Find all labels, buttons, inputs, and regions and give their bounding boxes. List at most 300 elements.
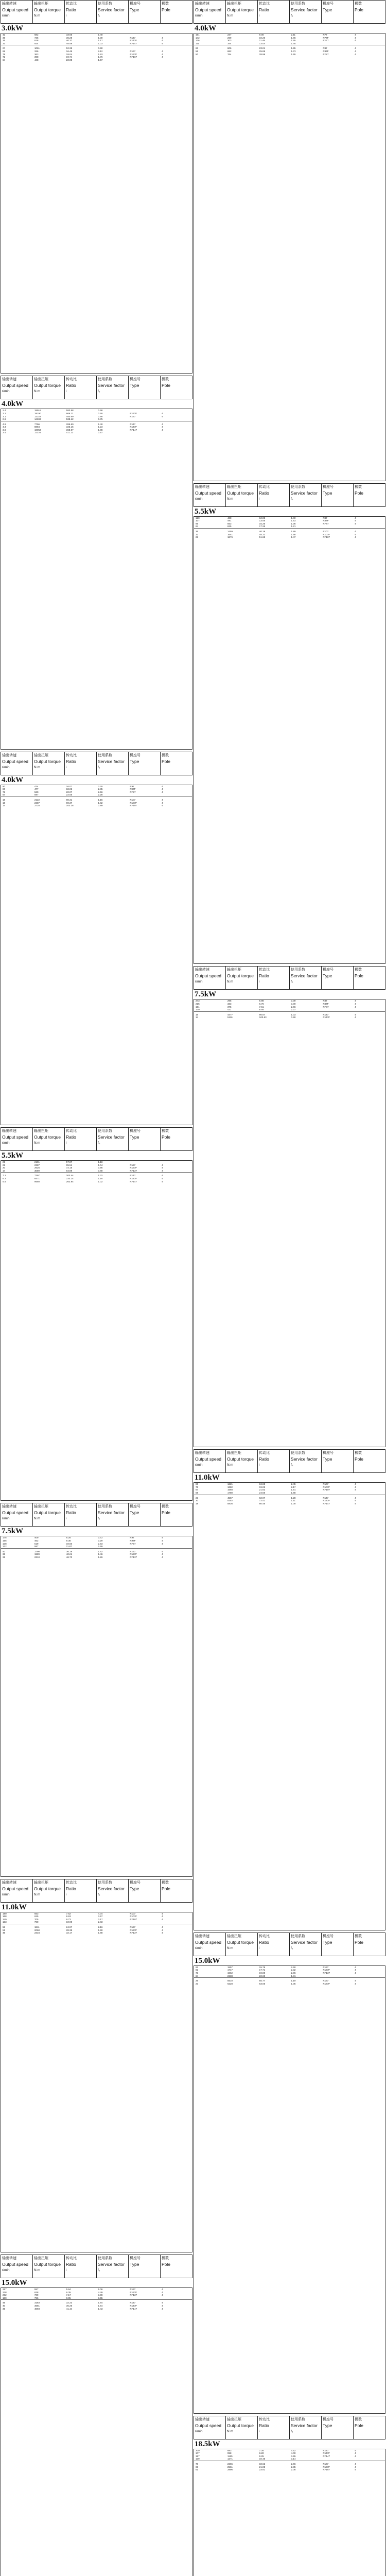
table-cell: 4 xyxy=(162,39,163,42)
table-header xyxy=(194,0,385,24)
table-cell: 1.89 xyxy=(291,530,296,533)
header-cell xyxy=(129,1503,161,1526)
table-cell: 120 xyxy=(196,516,200,519)
table-cell: 326 xyxy=(34,49,39,53)
spec-table xyxy=(1,785,192,1125)
table-cell: RF87 xyxy=(323,53,329,56)
table-cell: 2.93 xyxy=(98,1542,103,1545)
table-cell: 175 xyxy=(3,1536,7,1539)
power-rating-block xyxy=(194,2416,385,2576)
table-cell: 0.68 xyxy=(98,409,103,412)
header-cell xyxy=(129,376,161,399)
table-cell: 438 xyxy=(227,516,232,519)
header-cell-unit: i xyxy=(259,980,260,984)
table-cell: 1.17 xyxy=(98,39,103,42)
table-cell: 92 xyxy=(196,1965,199,1969)
header-cell-unit: r/min xyxy=(2,389,10,394)
header-cell-unit: r/min xyxy=(2,1141,10,1145)
table-cell: 64 xyxy=(3,793,6,796)
header-cell xyxy=(194,484,226,506)
header-cell-unit: i xyxy=(259,1463,260,1467)
table-cell: R137F xyxy=(130,1553,137,1556)
header-cell xyxy=(258,1933,290,1956)
header-cell-chinese: 机座号 xyxy=(130,1129,141,1133)
table-cell: 3581 xyxy=(34,2304,40,2307)
table-cell: 20 xyxy=(196,1499,199,1502)
header-cell xyxy=(129,1128,161,1150)
header-cell xyxy=(1,1503,33,1526)
table-cell: 2238 xyxy=(227,1974,233,1977)
table-cell: 73 xyxy=(196,1972,199,1975)
header-cell xyxy=(226,1,258,23)
header-cell-english: Output speed xyxy=(195,973,222,979)
table-cell: 20 xyxy=(3,1166,6,1170)
table-cell: 625 xyxy=(34,1915,39,1918)
header-cell-chinese: 传动比 xyxy=(66,1129,77,1133)
table-cell: 1.62 xyxy=(98,1550,103,1553)
table-cell: 36 xyxy=(3,1553,6,1556)
table-cell: 4 xyxy=(162,788,163,791)
table-cell xyxy=(321,1005,353,1011)
table-row xyxy=(194,1975,385,1978)
header-cell-chinese: 输出转速 xyxy=(195,2,209,6)
table-cell: 4 xyxy=(355,1969,356,1972)
header-cell-english: Service factor xyxy=(98,1134,125,1140)
table-cell: R87F xyxy=(323,1003,329,1006)
table-cell: 1.15 xyxy=(98,799,103,802)
header-cell xyxy=(65,2255,97,2278)
table-cell: 1.03 xyxy=(291,1013,296,1016)
table-cell: 4 xyxy=(162,42,163,45)
table-cell: 448 xyxy=(34,58,39,61)
header-cell-unit: i xyxy=(259,2429,260,2433)
header-cell-chinese: 输出扭矩 xyxy=(227,485,241,489)
table-cell: 16.85 xyxy=(259,1483,266,1486)
header-cell-unit: N.m xyxy=(34,389,40,394)
table-header xyxy=(1,376,192,399)
table-cell: 796 xyxy=(34,2296,39,2299)
table-cell: 3.98 xyxy=(98,2294,103,2297)
table-cell: 17.71 xyxy=(259,1969,266,1972)
table-header xyxy=(194,966,385,990)
table-cell: 45.22 xyxy=(259,533,266,536)
table-cell: 1.53 xyxy=(291,519,296,522)
header-cell-unit: i xyxy=(66,14,67,18)
table-cell: 257 xyxy=(3,2288,7,2291)
header-cell-unit: i xyxy=(66,2268,67,2272)
header-cell-unit: f₀ xyxy=(98,14,100,18)
header-cell xyxy=(1,752,33,775)
table-cell: 1.68 xyxy=(291,533,296,536)
table-cell: 462 xyxy=(34,1539,39,1542)
power-rating-label: 3.0kW xyxy=(2,24,24,32)
table-cell: 14693 xyxy=(34,418,41,421)
table-cell: 72.41 xyxy=(259,1499,266,1502)
header-cell xyxy=(33,1503,65,1526)
table-cell xyxy=(128,59,160,62)
table-row xyxy=(1,418,192,421)
header-cell-unit: f₀ xyxy=(98,389,100,394)
header-cell-unit: i xyxy=(66,1141,67,1145)
table-cell: 262.84 xyxy=(66,1180,74,1183)
table-cell: 62.97 xyxy=(259,1496,266,1499)
table-cell: 2.08 xyxy=(291,2468,296,2471)
header-cell-unit: r/min xyxy=(195,1946,203,1950)
header-cell xyxy=(161,1128,192,1150)
header-cell-english: Pole xyxy=(355,490,364,496)
table-cell: 1962 xyxy=(227,1972,233,1975)
header-cell-english: Ratio xyxy=(259,1939,269,1945)
table-cell: 4 xyxy=(355,39,356,42)
table-cell: RF107 xyxy=(130,1918,137,1921)
table-cell: 709 xyxy=(34,2294,39,2297)
power-rating-block xyxy=(194,0,385,481)
header-cell-chinese: 机座号 xyxy=(323,1934,334,1938)
table-cell: 122 xyxy=(3,1545,7,1548)
header-cell-english: Type xyxy=(323,973,332,979)
table-cell xyxy=(128,428,160,434)
table-cell: 7.1 xyxy=(3,1174,6,1177)
header-cell-english: Pole xyxy=(162,1510,171,1516)
header-cell xyxy=(226,967,258,989)
header-cell xyxy=(354,484,385,506)
table-header xyxy=(194,1933,385,1956)
table-cell: RF137 xyxy=(130,1555,137,1558)
header-cell xyxy=(290,484,322,506)
header-cell-english: Type xyxy=(130,758,139,764)
table-cell: R147F xyxy=(323,1016,330,1019)
header-cell-chinese: 使用系数 xyxy=(291,1934,305,1938)
header-cell-unit: f₀ xyxy=(291,497,293,501)
table-cell: 17.26 xyxy=(259,525,266,528)
table-row xyxy=(194,1982,385,1986)
power-rating-block xyxy=(1,0,192,374)
table-cell: R87 xyxy=(323,516,327,519)
table-cell: 4 xyxy=(162,53,163,56)
header-cell-chinese: 使用系数 xyxy=(98,753,112,757)
table-cell: 4 xyxy=(162,804,163,807)
header-cell-chinese: 输出转速 xyxy=(2,1505,16,1509)
table-cell: 161 xyxy=(196,33,200,36)
header-cell-unit: r/min xyxy=(2,1517,10,1521)
table-cell: 1.90 xyxy=(98,1928,103,1931)
table-cell: 1568 xyxy=(227,1488,233,1492)
header-cell-english: Type xyxy=(323,490,332,496)
table-cell: 103.28 xyxy=(66,804,74,807)
table-cell: R147F xyxy=(130,1177,137,1180)
header-cell xyxy=(1,1128,33,1150)
table-cell: 2.66 xyxy=(291,2462,296,2465)
table-cell: 157 xyxy=(196,2454,200,2458)
header-cell-chinese: 机座号 xyxy=(323,2,334,6)
table-cell: 285.60 xyxy=(66,422,74,426)
table-cell xyxy=(160,428,192,434)
table-cell: RF137 xyxy=(130,1169,137,1172)
header-cell-unit: N.m xyxy=(227,1946,233,1950)
table-cell: 233.14 xyxy=(66,1177,74,1180)
table-row xyxy=(194,2458,385,2461)
table-cell: 200 xyxy=(196,2449,200,2452)
table-cell: 1876 xyxy=(227,536,233,539)
header-cell-chinese: 极数 xyxy=(355,1451,362,1455)
table-cell xyxy=(321,1975,353,1978)
table-cell: 0.60 xyxy=(98,412,103,415)
header-cell-english: Output speed xyxy=(2,7,29,12)
table-cell: R137F xyxy=(130,1166,137,1170)
header-cell-english: Service factor xyxy=(291,7,318,12)
header-cell-english: Output speed xyxy=(195,7,222,12)
table-cell: 168 xyxy=(3,1915,7,1918)
table-cell xyxy=(321,42,353,45)
table-cell: 4 xyxy=(162,428,163,431)
table-cell: 4 xyxy=(162,56,163,59)
header-cell-chinese: 极数 xyxy=(162,1505,169,1509)
header-cell xyxy=(161,376,192,399)
header-cell xyxy=(194,1,226,23)
table-cell: 2.59 xyxy=(98,1545,103,1548)
table-cell: 23.01 xyxy=(259,47,266,50)
table-cell: 1.76 xyxy=(98,56,103,59)
header-cell xyxy=(258,1450,290,1472)
header-cell-chinese: 极数 xyxy=(162,378,169,382)
header-cell-english: Pole xyxy=(162,1886,171,1891)
table-row xyxy=(1,1921,192,1924)
header-cell-chinese: 极数 xyxy=(355,968,362,972)
spec-table xyxy=(194,1965,385,2414)
spec-table xyxy=(194,2449,385,2576)
table-cell: 4 xyxy=(162,1918,163,1921)
table-cell: R167 xyxy=(130,49,136,53)
table-cell: 450.59 xyxy=(66,415,74,418)
table-cell: 58 xyxy=(3,1926,6,1929)
header-cell-chinese: 输出转速 xyxy=(195,968,209,972)
header-cell xyxy=(161,752,192,775)
table-cell: 4 xyxy=(162,1180,163,1183)
header-cell-english: Pole xyxy=(162,758,171,764)
table-cell: 103.63 xyxy=(259,1016,267,1019)
table-cell: 4.3 xyxy=(3,426,6,429)
table-cell: 4 xyxy=(162,1915,163,1918)
table-cell: 28.38 xyxy=(66,1928,73,1931)
table-cell: 1.26 xyxy=(98,1555,103,1558)
table-cell: 2101 xyxy=(34,1161,40,1163)
table-cell: 32.23 xyxy=(66,2301,73,2304)
table-cell: 20.07 xyxy=(66,790,73,793)
header-cell xyxy=(129,2255,161,2278)
table-cell: R167F xyxy=(323,2465,330,2468)
table-cell: 13.04 xyxy=(259,42,266,45)
header-cell-english: Service factor xyxy=(98,2262,125,2267)
header-cell xyxy=(354,1450,385,1472)
table-cell: 7.26 xyxy=(259,2449,264,2452)
header-cell xyxy=(129,1879,161,1902)
header-cell-english: Service factor xyxy=(98,1510,125,1516)
table-cell: R137 xyxy=(130,1926,136,1929)
table-cell: 90 xyxy=(3,785,6,788)
right-table-column xyxy=(194,0,385,2576)
table-cell: 139 xyxy=(196,2458,200,2461)
header-cell-chinese: 极数 xyxy=(162,2257,169,2260)
table-cell: 40 xyxy=(3,2304,6,2307)
header-cell-chinese: 机座号 xyxy=(323,485,334,489)
header-cell xyxy=(194,1933,226,1956)
header-cell-english: Ratio xyxy=(66,7,76,12)
table-cell: 7796 xyxy=(34,422,40,426)
header-cell-chinese: 输出转速 xyxy=(2,2,16,6)
header-cell-chinese: 传动比 xyxy=(259,968,270,972)
header-cell xyxy=(33,1,65,23)
table-cell: 23 xyxy=(196,1496,199,1499)
header-cell-chinese: 极数 xyxy=(355,1934,362,1938)
header-cell-chinese: 输出扭矩 xyxy=(34,1880,48,1885)
header-cell-english: Pole xyxy=(355,1939,364,1945)
table-cell: 4 xyxy=(355,1979,356,1982)
table-cell: 51 xyxy=(3,1928,6,1931)
header-cell-chinese: 传动比 xyxy=(259,2417,270,2421)
table-cell: 18.06 xyxy=(66,788,73,791)
table-cell: 0.90 xyxy=(291,1016,296,1019)
header-cell-unit: N.m xyxy=(227,2429,233,2433)
table-cell: 190 xyxy=(3,1912,7,1915)
table-cell: 4 xyxy=(355,1502,356,1505)
table-row xyxy=(1,790,192,796)
table-cell: 10.20 xyxy=(259,36,266,39)
table-cell: 2387 xyxy=(34,1163,40,1166)
table-cell: 215 xyxy=(196,1003,200,1006)
table-cell: 2.35 xyxy=(291,2465,296,2468)
table-cell: 1.36 xyxy=(291,522,296,525)
table-cell: 4 xyxy=(162,2301,163,2304)
header-cell-english: Output torque xyxy=(34,7,61,12)
header-cell xyxy=(226,484,258,506)
header-cell-english: Output torque xyxy=(34,758,61,764)
header-cell-english: Output speed xyxy=(2,1510,29,1516)
table-cell: 3.55 xyxy=(98,2296,103,2299)
header-cell-english: Output torque xyxy=(227,973,254,979)
table-cell: 1.73 xyxy=(291,49,296,53)
header-cell-unit: r/min xyxy=(2,765,10,769)
table-cell: 1.30 xyxy=(98,36,103,39)
table-cell: 538.12 xyxy=(66,418,74,421)
header-cell xyxy=(322,1450,354,1472)
table-cell: 82 xyxy=(196,1969,199,1972)
table-cell: 2.83 xyxy=(98,1921,103,1924)
power-rating-block xyxy=(194,1933,385,2414)
header-cell-english: Type xyxy=(130,1886,139,1891)
table-cell: 36.18 xyxy=(66,1550,73,1553)
table-cell xyxy=(128,418,160,421)
header-cell xyxy=(322,2416,354,2439)
table-cell: 40.37 xyxy=(66,39,73,42)
table-cell: R97F xyxy=(130,788,136,791)
table-cell: 4 xyxy=(355,1013,356,1016)
header-cell-unit: i xyxy=(259,14,260,18)
table-cell: 2728 xyxy=(34,804,40,807)
table-cell: R97 xyxy=(130,1536,134,1539)
table-cell: 4 xyxy=(355,1485,356,1488)
table-cell: R147F xyxy=(323,1499,330,1502)
table-cell xyxy=(353,1005,385,1011)
table-cell xyxy=(128,1542,160,1548)
table-row xyxy=(194,525,385,528)
header-cell-chinese: 传动比 xyxy=(66,1505,77,1509)
table-cell: 4 xyxy=(355,47,356,50)
header-cell-english: Output speed xyxy=(195,1456,222,1462)
table-cell: 557 xyxy=(34,2288,39,2291)
table-cell: 23 xyxy=(196,1982,199,1985)
table-row xyxy=(194,1016,385,1019)
header-cell-chinese: 极数 xyxy=(355,2,362,6)
table-row xyxy=(194,1492,385,1495)
header-cell-unit: i xyxy=(66,389,67,394)
table-cell xyxy=(160,790,192,796)
table-cell: 1271 xyxy=(227,2458,233,2461)
header-cell xyxy=(97,752,129,775)
power-rating-block xyxy=(1,1879,192,2252)
table-cell: 1.57 xyxy=(98,58,103,61)
table-cell: 368.07 xyxy=(66,428,74,431)
header-cell-chinese: 使用系数 xyxy=(291,2417,305,2421)
header-cell-chinese: 极数 xyxy=(355,2417,362,2421)
header-cell-english: Output torque xyxy=(227,490,254,496)
power-rating-block xyxy=(1,2255,192,2576)
header-cell xyxy=(1,376,33,399)
header-cell-chinese: 传动比 xyxy=(259,485,270,489)
header-cell-unit: r/min xyxy=(2,14,10,18)
spec-table xyxy=(1,2287,192,2576)
table-cell: 15.26 xyxy=(259,522,266,525)
table-header xyxy=(194,2416,385,2439)
table-cell: 9.25 xyxy=(259,2454,264,2458)
table-cell: 4 xyxy=(162,415,163,418)
table-cell: 2.6 xyxy=(3,418,6,421)
header-cell-english: Pole xyxy=(162,1134,171,1140)
table-cell: R147F xyxy=(323,2452,330,2455)
table-cell: 2.32 xyxy=(291,1969,296,1972)
table-cell: 23.81 xyxy=(259,2468,266,2471)
table-cell: 4 xyxy=(162,2304,163,2307)
header-cell-english: Output speed xyxy=(2,383,29,388)
table-cell: 31 xyxy=(3,1555,6,1558)
table-cell: 1382 xyxy=(227,1485,233,1488)
header-cell-chinese: 使用系数 xyxy=(291,968,305,972)
table-cell: 764 xyxy=(227,53,232,56)
table-cell: 3.8 xyxy=(3,428,6,431)
table-cell: 2.66 xyxy=(291,1005,296,1008)
table-cell: 72 xyxy=(3,56,6,59)
table-cell: 6.2 xyxy=(3,1177,6,1180)
table-cell: 16 xyxy=(196,1013,199,1016)
table-cell: 2.4 xyxy=(3,409,6,412)
table-cell: 25.89 xyxy=(259,49,266,53)
table-cell: 1.19 xyxy=(291,1979,296,1982)
table-cell: R167 xyxy=(323,2462,329,2465)
table-cell: 63.05 xyxy=(259,1982,266,1985)
header-cell-chinese: 机座号 xyxy=(130,753,141,757)
table-cell: 7.61 xyxy=(259,1005,264,1008)
table-cell: 1.02 xyxy=(98,1180,103,1183)
header-cell-english: Output speed xyxy=(2,758,29,764)
table-cell: 0.89 xyxy=(98,804,103,807)
table-cell: 1.43 xyxy=(98,2307,103,2310)
header-cell-chinese: 传动比 xyxy=(66,2257,77,2260)
header-cell xyxy=(194,2416,226,2439)
table-cell: 705 xyxy=(34,1918,39,1921)
table-cell: 4 xyxy=(355,1496,356,1499)
table-cell: 90.67 xyxy=(259,1013,266,1016)
table-row xyxy=(194,42,385,45)
table-cell: 4 xyxy=(355,2465,356,2468)
